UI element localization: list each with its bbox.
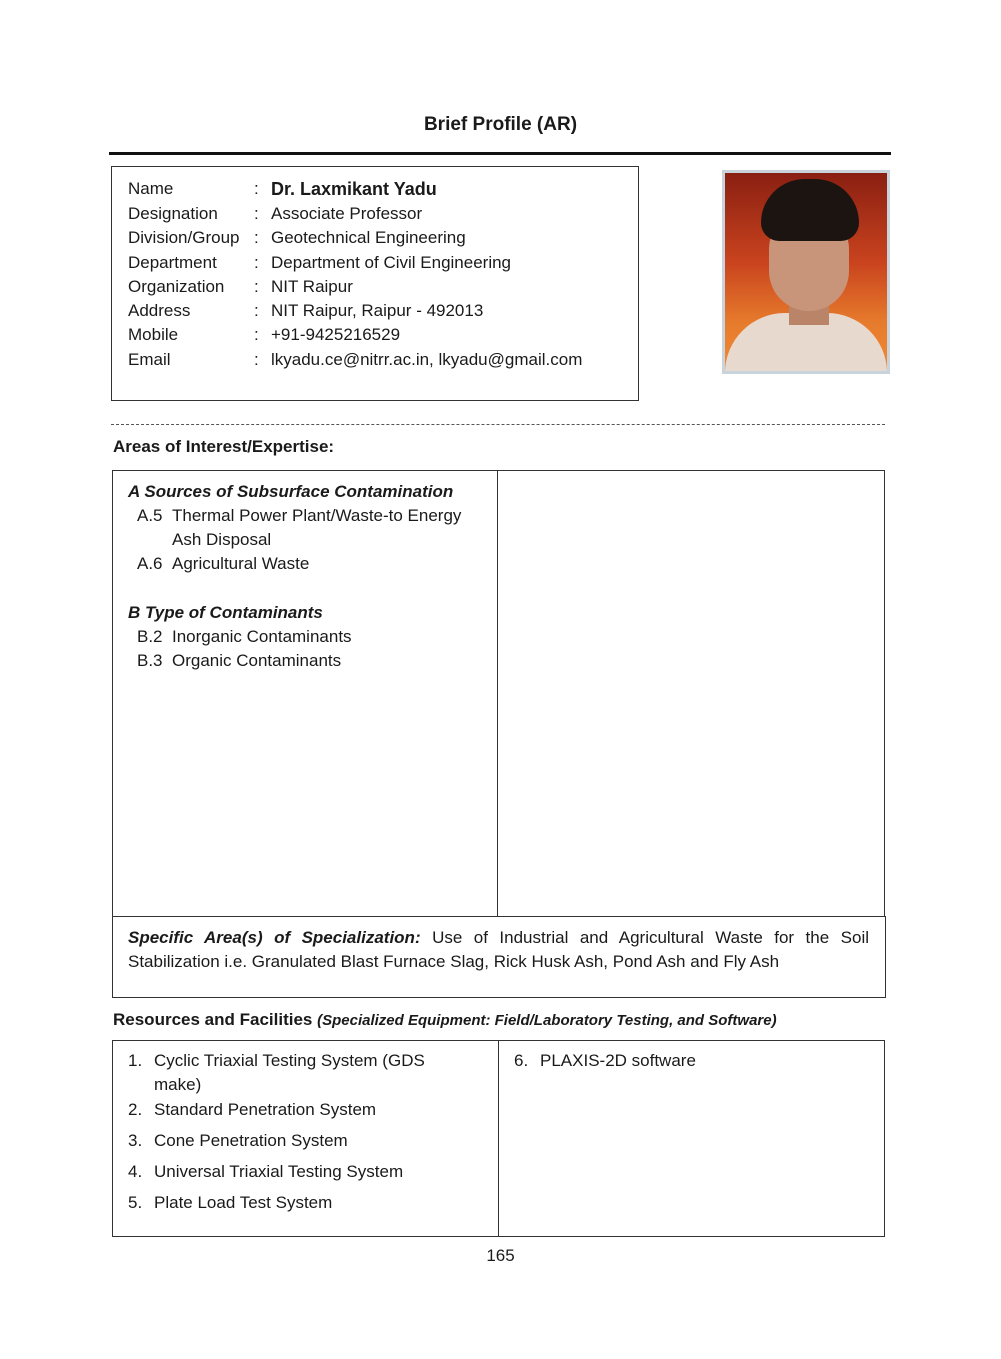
profile-label: Designation: [128, 204, 218, 223]
resource-text: Cone Penetration System: [154, 1131, 348, 1150]
specialization-label: Specific Area(s) of Specialization:: [128, 928, 421, 947]
resources-heading: [113, 1010, 777, 1030]
dashed-separator: [111, 424, 885, 425]
profile-value: +91-9425216529: [271, 325, 401, 344]
resource-item: [128, 1191, 458, 1215]
resource-number: 2.: [128, 1100, 143, 1119]
areas-left-column: [128, 480, 490, 673]
resources-column-divider: [498, 1040, 499, 1237]
profile-label: Organization: [128, 277, 225, 296]
resource-number: 5.: [128, 1193, 143, 1212]
profile-label: Address: [128, 301, 191, 320]
item-code: B.2: [137, 627, 163, 646]
resource-item: [128, 1160, 458, 1184]
resource-text: Plate Load Test System: [154, 1193, 333, 1212]
specialization-box: [112, 916, 886, 998]
page-number: 165: [486, 1246, 515, 1265]
resource-text: PLAXIS-2D software: [540, 1051, 696, 1070]
category-title: A Sources of Subsurface Contamination: [128, 482, 454, 501]
item-text: Agricultural Waste: [172, 554, 310, 573]
category-title: B Type of Contaminants: [128, 603, 323, 622]
resource-number: 6.: [514, 1051, 529, 1070]
profile-photo: [722, 170, 890, 374]
profile-name-value: Dr. Laxmikant Yadu: [271, 179, 437, 199]
profile-label: Email: [128, 350, 171, 369]
item-text: Thermal Power Plant/Waste-to Energy Ash Disposal: [172, 506, 462, 549]
profile-colon: :: [254, 204, 259, 223]
profile-colon: :: [254, 228, 259, 247]
resource-item: [128, 1098, 458, 1122]
profile-colon: :: [254, 325, 259, 344]
category-spacer: [128, 576, 490, 601]
resource-item: [128, 1129, 458, 1153]
category-item: [128, 625, 490, 649]
item-text: Inorganic Contaminants: [172, 627, 352, 646]
item-code: B.3: [137, 651, 163, 670]
profile-value: lkyadu.ce@nitrr.ac.in, lkyadu@gmail.com: [271, 350, 583, 369]
resource-text: Standard Penetration System: [154, 1100, 377, 1119]
resources-right-column: [514, 1049, 874, 1080]
profile-value: Geotechnical Engineering: [271, 228, 466, 247]
profile-colon: :: [254, 253, 259, 272]
areas-heading: Areas of Interest/Expertise:: [113, 437, 335, 456]
profile-colon: :: [254, 350, 259, 369]
profile-label: Department: [128, 253, 217, 272]
title-rule: [109, 152, 891, 155]
category-item: [128, 552, 490, 576]
resource-item: [514, 1049, 874, 1073]
resource-number: 1.: [128, 1051, 143, 1070]
profile-value: Associate Professor: [271, 204, 423, 223]
profile-label: Division/Group: [128, 228, 240, 247]
specialization-text: Use of Industrial and Agricultural Waste for the Soil Stabilization i.e. Granulated Blast Furnace Slag, Rick Husk Ash, Pond Ash and Fly Ash: [128, 928, 869, 971]
resource-text: Universal Triaxial Testing System: [154, 1162, 404, 1181]
category-item: [128, 504, 490, 552]
profile-label: Mobile: [128, 325, 179, 344]
profile-info-box: [111, 166, 639, 401]
item-code: A.5: [137, 506, 163, 525]
profile-colon: :: [254, 277, 259, 296]
profile-colon: :: [254, 301, 259, 320]
resources-left-column: [128, 1049, 458, 1222]
item-text: Organic Contaminants: [172, 651, 342, 670]
resource-text: Cyclic Triaxial Testing System (GDS make): [154, 1051, 425, 1094]
profile-value: NIT Raipur: [271, 277, 353, 296]
profile-value: NIT Raipur, Raipur - 492013: [271, 301, 484, 320]
category-item: [128, 649, 490, 673]
profile-colon: :: [254, 179, 259, 198]
profile-value: Department of Civil Engineering: [271, 253, 512, 272]
resources-heading-text: Resources and Facilities: [113, 1010, 313, 1029]
item-code: A.6: [137, 554, 163, 573]
profile-label: Name: [128, 179, 174, 198]
resource-number: 3.: [128, 1131, 143, 1150]
resources-heading-note: (Specialized Equipment: Field/Laboratory Testing, and Software): [317, 1012, 777, 1029]
resource-number: 4.: [128, 1162, 143, 1181]
page-title: Brief Profile (AR): [423, 114, 578, 135]
photo-hair: [761, 179, 859, 241]
resource-item: [128, 1049, 458, 1097]
areas-column-divider: [497, 470, 498, 917]
